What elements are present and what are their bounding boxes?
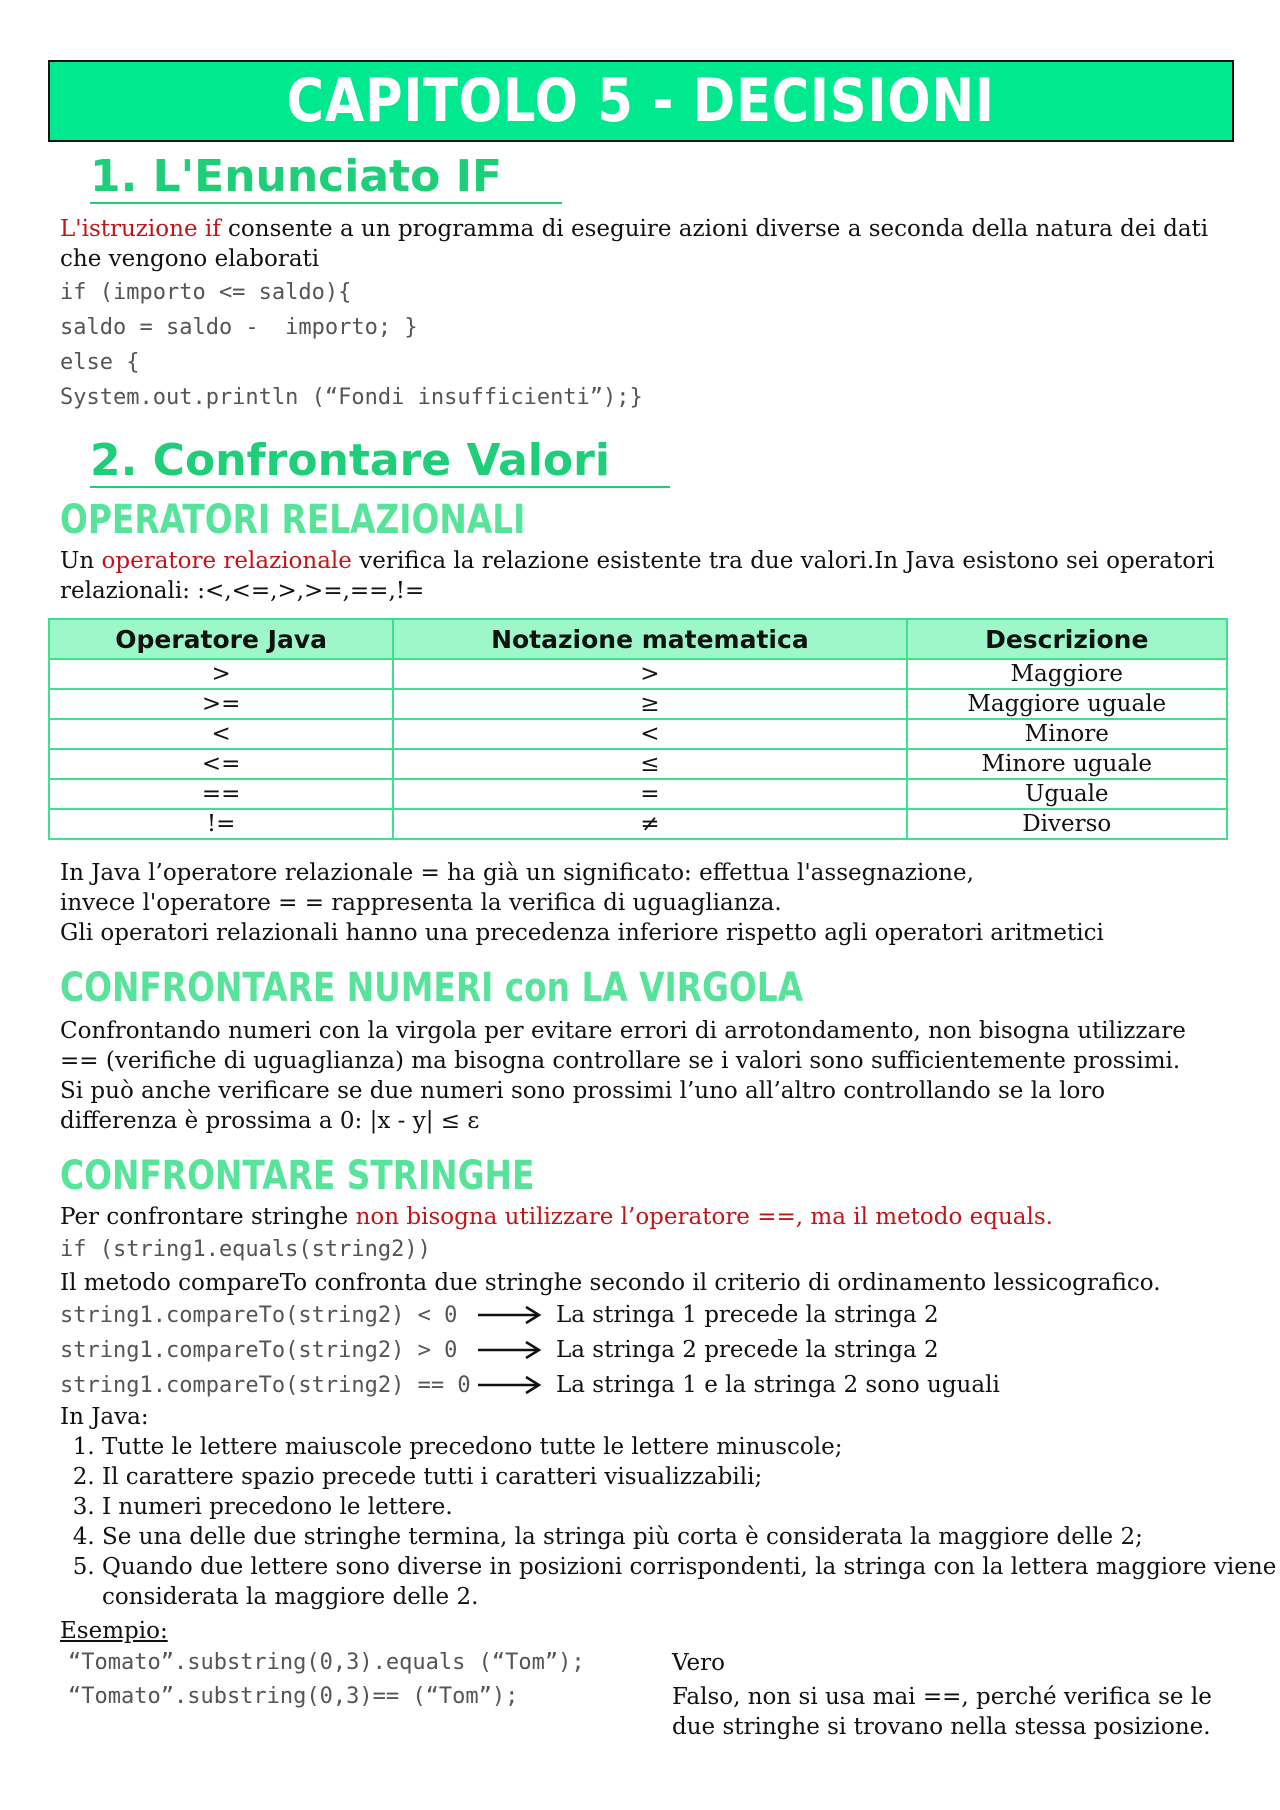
p1-start: Un xyxy=(60,548,102,574)
table-cell: ≠ xyxy=(393,809,906,839)
table-row xyxy=(49,749,1227,779)
section1-heading: 1. L'Enunciato IF xyxy=(90,152,562,204)
list-item: 3. I numeri precedono le lettere. xyxy=(102,1492,1280,1522)
code-line-1: if (importo <= saldo){ xyxy=(60,280,352,305)
compare-code: string1.compareTo(string2) > 0 xyxy=(60,1337,458,1363)
list-item: 2. Il carattere spazio precede tutti i caratteri visualizzabili; xyxy=(102,1462,1280,1492)
table-cell: ≤ xyxy=(393,749,906,779)
table-header-row xyxy=(49,619,1227,659)
right-arrow-icon xyxy=(478,1340,542,1360)
p3-red: non bisogna utilizzare l’operatore ==, ma il metodo equals. xyxy=(355,1204,1053,1230)
table-cell: > xyxy=(393,659,906,689)
relational-intro xyxy=(60,546,1240,606)
list-item: 1. Tutte le lettere maiuscole precedono tutte le lettere minuscole; xyxy=(102,1432,1280,1462)
table-header: Descrizione xyxy=(907,619,1228,659)
chapter-title: CAPITOLO 5 - DECISIONI xyxy=(286,66,996,136)
table-cell: Maggiore xyxy=(907,659,1228,689)
intro-red: L'istruzione if xyxy=(60,216,221,242)
example-result-1: Vero xyxy=(672,1650,725,1676)
example-code-2: “Tomato”.substring(0,3)== (“Tom”); xyxy=(68,1684,519,1709)
intro-rest: consente a un programma di eseguire azioni diverse a seconda della natura dei dati che vengono elaborati xyxy=(60,216,1209,272)
table-cell: Diverso xyxy=(907,809,1228,839)
chapter-title-banner xyxy=(48,60,1234,142)
p1-rest: verifica la relazione esistente tra due valori.In Java esistono sei operatori relazionali: :<,<=,>,>=,==,!= xyxy=(60,548,1215,604)
note-2: invece l'operatore = = rappresenta la verifica di uguaglianza. xyxy=(60,890,782,916)
right-arrow-icon xyxy=(478,1305,542,1325)
table-cell: = xyxy=(393,779,906,809)
string-order-rules xyxy=(60,1432,1280,1612)
example-label: Esempio: xyxy=(60,1618,168,1644)
float-p-3: Si può anche verificare se due numeri sono prossimi l’uno all’altro controllando se la loro xyxy=(60,1078,1106,1104)
in-java-label: In Java: xyxy=(60,1404,149,1430)
float-p-1: Confrontando numeri con la virgola per evitare errori di arrotondamento, non bisogna utilizzare xyxy=(60,1018,1186,1044)
section1-intro xyxy=(60,214,1240,274)
table-row xyxy=(49,719,1227,749)
code-line-4: System.out.println (“Fondi insufficienti”);} xyxy=(60,385,643,410)
code-line-2: saldo = saldo - importo; } xyxy=(60,315,418,340)
note-3: Gli operatori relazionali hanno una precedenza inferiore rispetto agli operatori aritmetici xyxy=(60,920,1104,946)
example-code-1: “Tomato”.substring(0,3).equals (“Tom”); xyxy=(68,1650,585,1675)
table-cell: < xyxy=(49,719,393,749)
table-cell: ≥ xyxy=(393,689,906,719)
example-result-2: Falso, non si usa mai ==, perché verifica se le due stringhe si trovano nella stessa posizione. xyxy=(672,1684,1212,1740)
section2-heading: 2. Confrontare Valori xyxy=(90,436,670,488)
p1-red: operatore relazionale xyxy=(101,548,352,574)
compare-code: string1.compareTo(string2) < 0 xyxy=(60,1302,458,1328)
float-p-4: differenza è prossima a 0: |x - y| ≤ ε xyxy=(60,1108,480,1134)
table-row xyxy=(49,689,1227,719)
table-row xyxy=(49,659,1227,689)
subheading-string-compare: CONFRONTARE STRINGHE xyxy=(60,1153,535,1199)
compare-row xyxy=(60,1298,939,1332)
subheading-relational: OPERATORI RELAZIONALI xyxy=(60,497,526,543)
compare-text: La stringa 1 e la stringa 2 sono uguali xyxy=(556,1372,1000,1398)
table-cell: == xyxy=(49,779,393,809)
table-cell: Uguale xyxy=(907,779,1228,809)
compare-row xyxy=(60,1368,1000,1402)
table-header: Notazione matematica xyxy=(393,619,906,659)
compare-text: La stringa 1 precede la stringa 2 xyxy=(556,1302,939,1328)
table-row xyxy=(49,809,1227,839)
code-equals: if (string1.equals(string2)) xyxy=(60,1237,431,1262)
compare-code: string1.compareTo(string2) == 0 xyxy=(60,1372,471,1398)
table-cell: < xyxy=(393,719,906,749)
table-header: Operatore Java xyxy=(49,619,393,659)
list-item: 5. Quando due lettere sono diverse in posizioni corrispondenti, la stringa con la lettera maggiore viene considerata la maggiore delle 2. xyxy=(102,1552,1280,1612)
table-cell: != xyxy=(49,809,393,839)
float-p-2: == (verifiche di uguaglianza) ma bisogna controllare se i valori sono sufficientemente prossimi. xyxy=(60,1048,1181,1074)
table-cell: >= xyxy=(49,689,393,719)
table-cell: Minore xyxy=(907,719,1228,749)
table-cell: <= xyxy=(49,749,393,779)
table-cell: Minore uguale xyxy=(907,749,1228,779)
compareto-intro: Il metodo compareTo confronta due stringhe secondo il criterio di ordinamento lessicografico. xyxy=(60,1270,1161,1296)
table-cell: > xyxy=(49,659,393,689)
code-line-3: else { xyxy=(60,350,140,375)
note-1: In Java l’operatore relazionale = ha già un significato: effettua l'assegnazione, xyxy=(60,860,974,886)
compare-row xyxy=(60,1333,939,1367)
string-intro xyxy=(60,1202,1240,1232)
table-cell: Maggiore uguale xyxy=(907,689,1228,719)
list-item: 4. Se una delle due stringhe termina, la stringa più corta è considerata la maggiore delle 2; xyxy=(102,1522,1280,1552)
relational-operators-table xyxy=(48,618,1228,840)
table-row xyxy=(49,779,1227,809)
subheading-float-compare: CONFRONTARE NUMERI con LA VIRGOLA xyxy=(60,965,804,1011)
right-arrow-icon xyxy=(478,1375,542,1395)
compare-text: La stringa 2 precede la stringa 2 xyxy=(556,1337,939,1363)
p3-start: Per confrontare stringhe xyxy=(60,1204,356,1230)
